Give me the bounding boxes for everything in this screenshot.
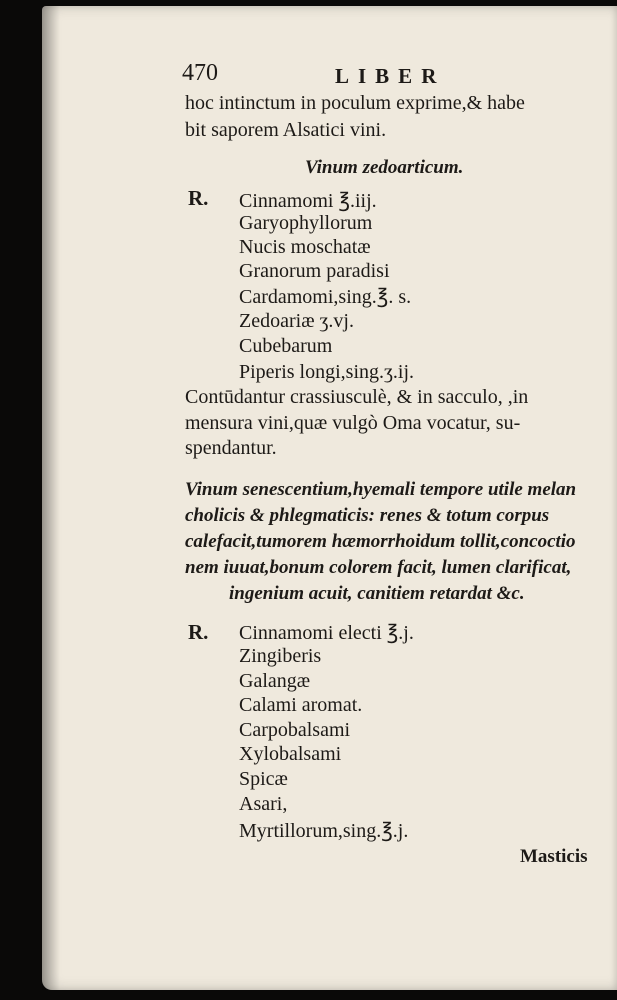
ingredient-line: Xylobalsami [239,743,342,765]
ingredient-line: Asari, [239,793,288,815]
ingredient-line: Zedoariæ ʒ.vj. [239,310,354,332]
recipe-title-line: ingenium acuit, canitiem retardat &c. [229,583,525,604]
ingredient-line: Nucis moschatæ [239,236,371,258]
ingredient-line: Piperis longi,sing.ʒ.ij. [239,361,414,383]
gutter-shadow [42,6,60,990]
recipe-title-line: nem iuuat,bonum colorem facit, lumen clarificat, [185,557,572,578]
ingredient-line: Cubebarum [239,335,333,357]
ingredient-line: Garyophyllorum [239,212,373,234]
recipe-marker: R. [188,620,209,644]
ingredient-line: Cinnamomi ℥.iij. [239,190,377,212]
ingredient-line: Zingiberis [239,645,322,667]
ingredient-line: Myrtillorum,sing.℥.j. [239,820,409,842]
intro-line: hoc intinctum in poculum exprime,& habe [185,92,525,114]
directions-line: Contūdantur crassiusculè, & in sacculo, ,in [185,386,529,408]
running-head: LIBER [335,64,446,88]
ingredient-line: Galangæ [239,670,311,692]
recipe-title-line: cholicis & phlegmaticis: renes & totum corpus [185,505,550,526]
directions-line: mensura vini,quæ vulgò Oma vocatur, su- [185,412,521,434]
recipe-marker: R. [188,186,209,210]
directions-line: spendantur. [185,437,277,459]
catchword: Masticis [520,846,588,867]
ingredient-line: Spicæ [239,768,288,790]
ingredient-line: Calami aromat. [239,694,363,716]
ingredient-line: Granorum paradisi [239,260,390,282]
ingredient-line: Cinnamomi electi ℥.j. [239,622,414,644]
intro-line: bit saporem Alsatici vini. [185,119,387,141]
recipe-title-line: calefacit,tumorem hæmorrhoidum tollit,concoctio [185,531,576,552]
recipe-title-line: Vinum senescentium,hyemali tempore utile melan [185,479,577,500]
ingredient-line: Cardamomi,sing.℥. s. [239,286,412,308]
recipe-title: Vinum zedoarticum. [305,157,464,178]
ingredient-line: Carpobalsami [239,719,351,741]
page-number: 470 [182,60,218,86]
